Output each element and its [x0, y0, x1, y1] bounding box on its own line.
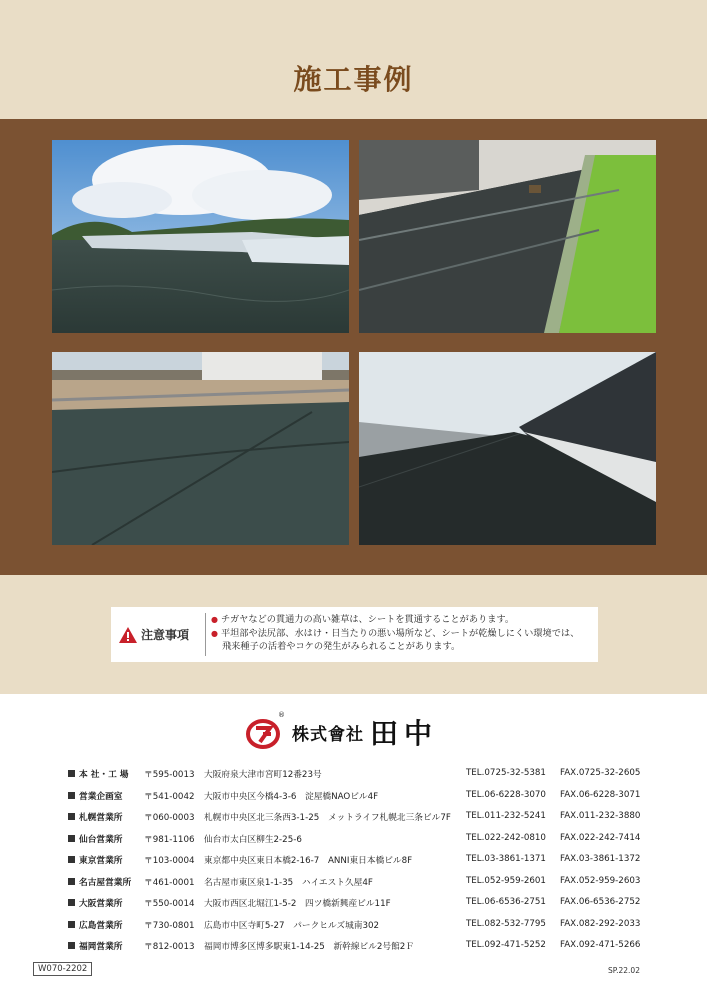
company-name: 田中: [370, 717, 439, 750]
logo-mark-icon: [246, 711, 285, 749]
caution-section: [0, 575, 707, 694]
document-date: SP.22.02: [608, 966, 640, 975]
company-logo: [246, 712, 466, 752]
caution-heading: [119, 607, 207, 662]
warning-icon: [119, 627, 137, 643]
company-prefix: 株式會社: [292, 724, 364, 745]
bullet-icon: ●: [211, 628, 218, 638]
caution-item: ● チガヤなどの貫通力の高い雑草は、シートを貫通することがあります。: [211, 614, 515, 625]
page-title: 施工事例: [293, 63, 414, 96]
divider: [205, 613, 206, 656]
square-bullet-icon: [68, 770, 75, 777]
square-bullet-icon: [68, 899, 75, 906]
caution-title: 注意事項: [141, 628, 190, 642]
header-band: [0, 0, 707, 119]
square-bullet-icon: [68, 878, 75, 885]
caution-box: [111, 607, 598, 662]
square-bullet-icon: [68, 813, 75, 820]
photo-solar-carport-aisle: [359, 352, 656, 545]
square-bullet-icon: [68, 921, 75, 928]
caution-item-continued: 飛来種子の活着やコケの発生がみられることがあります。: [222, 641, 461, 652]
square-bullet-icon: [68, 942, 75, 949]
registered-mark: ®: [278, 711, 285, 719]
document-code: W070-2202: [33, 962, 92, 976]
bullet-icon: ●: [211, 615, 218, 624]
photo-fenced-slope: [52, 352, 349, 545]
square-bullet-icon: [68, 792, 75, 799]
photo-building-side-grass: [359, 140, 656, 333]
caution-item: ● 平坦部や法尻部、水はけ・日当たりの悪い場所など、シートが乾燥しにくい環境では、: [211, 627, 580, 639]
square-bullet-icon: [68, 856, 75, 863]
photo-gallery: [0, 119, 707, 575]
square-bullet-icon: [68, 835, 75, 842]
caution-list: [211, 613, 595, 654]
photo-solar-field-sky: [52, 140, 349, 333]
